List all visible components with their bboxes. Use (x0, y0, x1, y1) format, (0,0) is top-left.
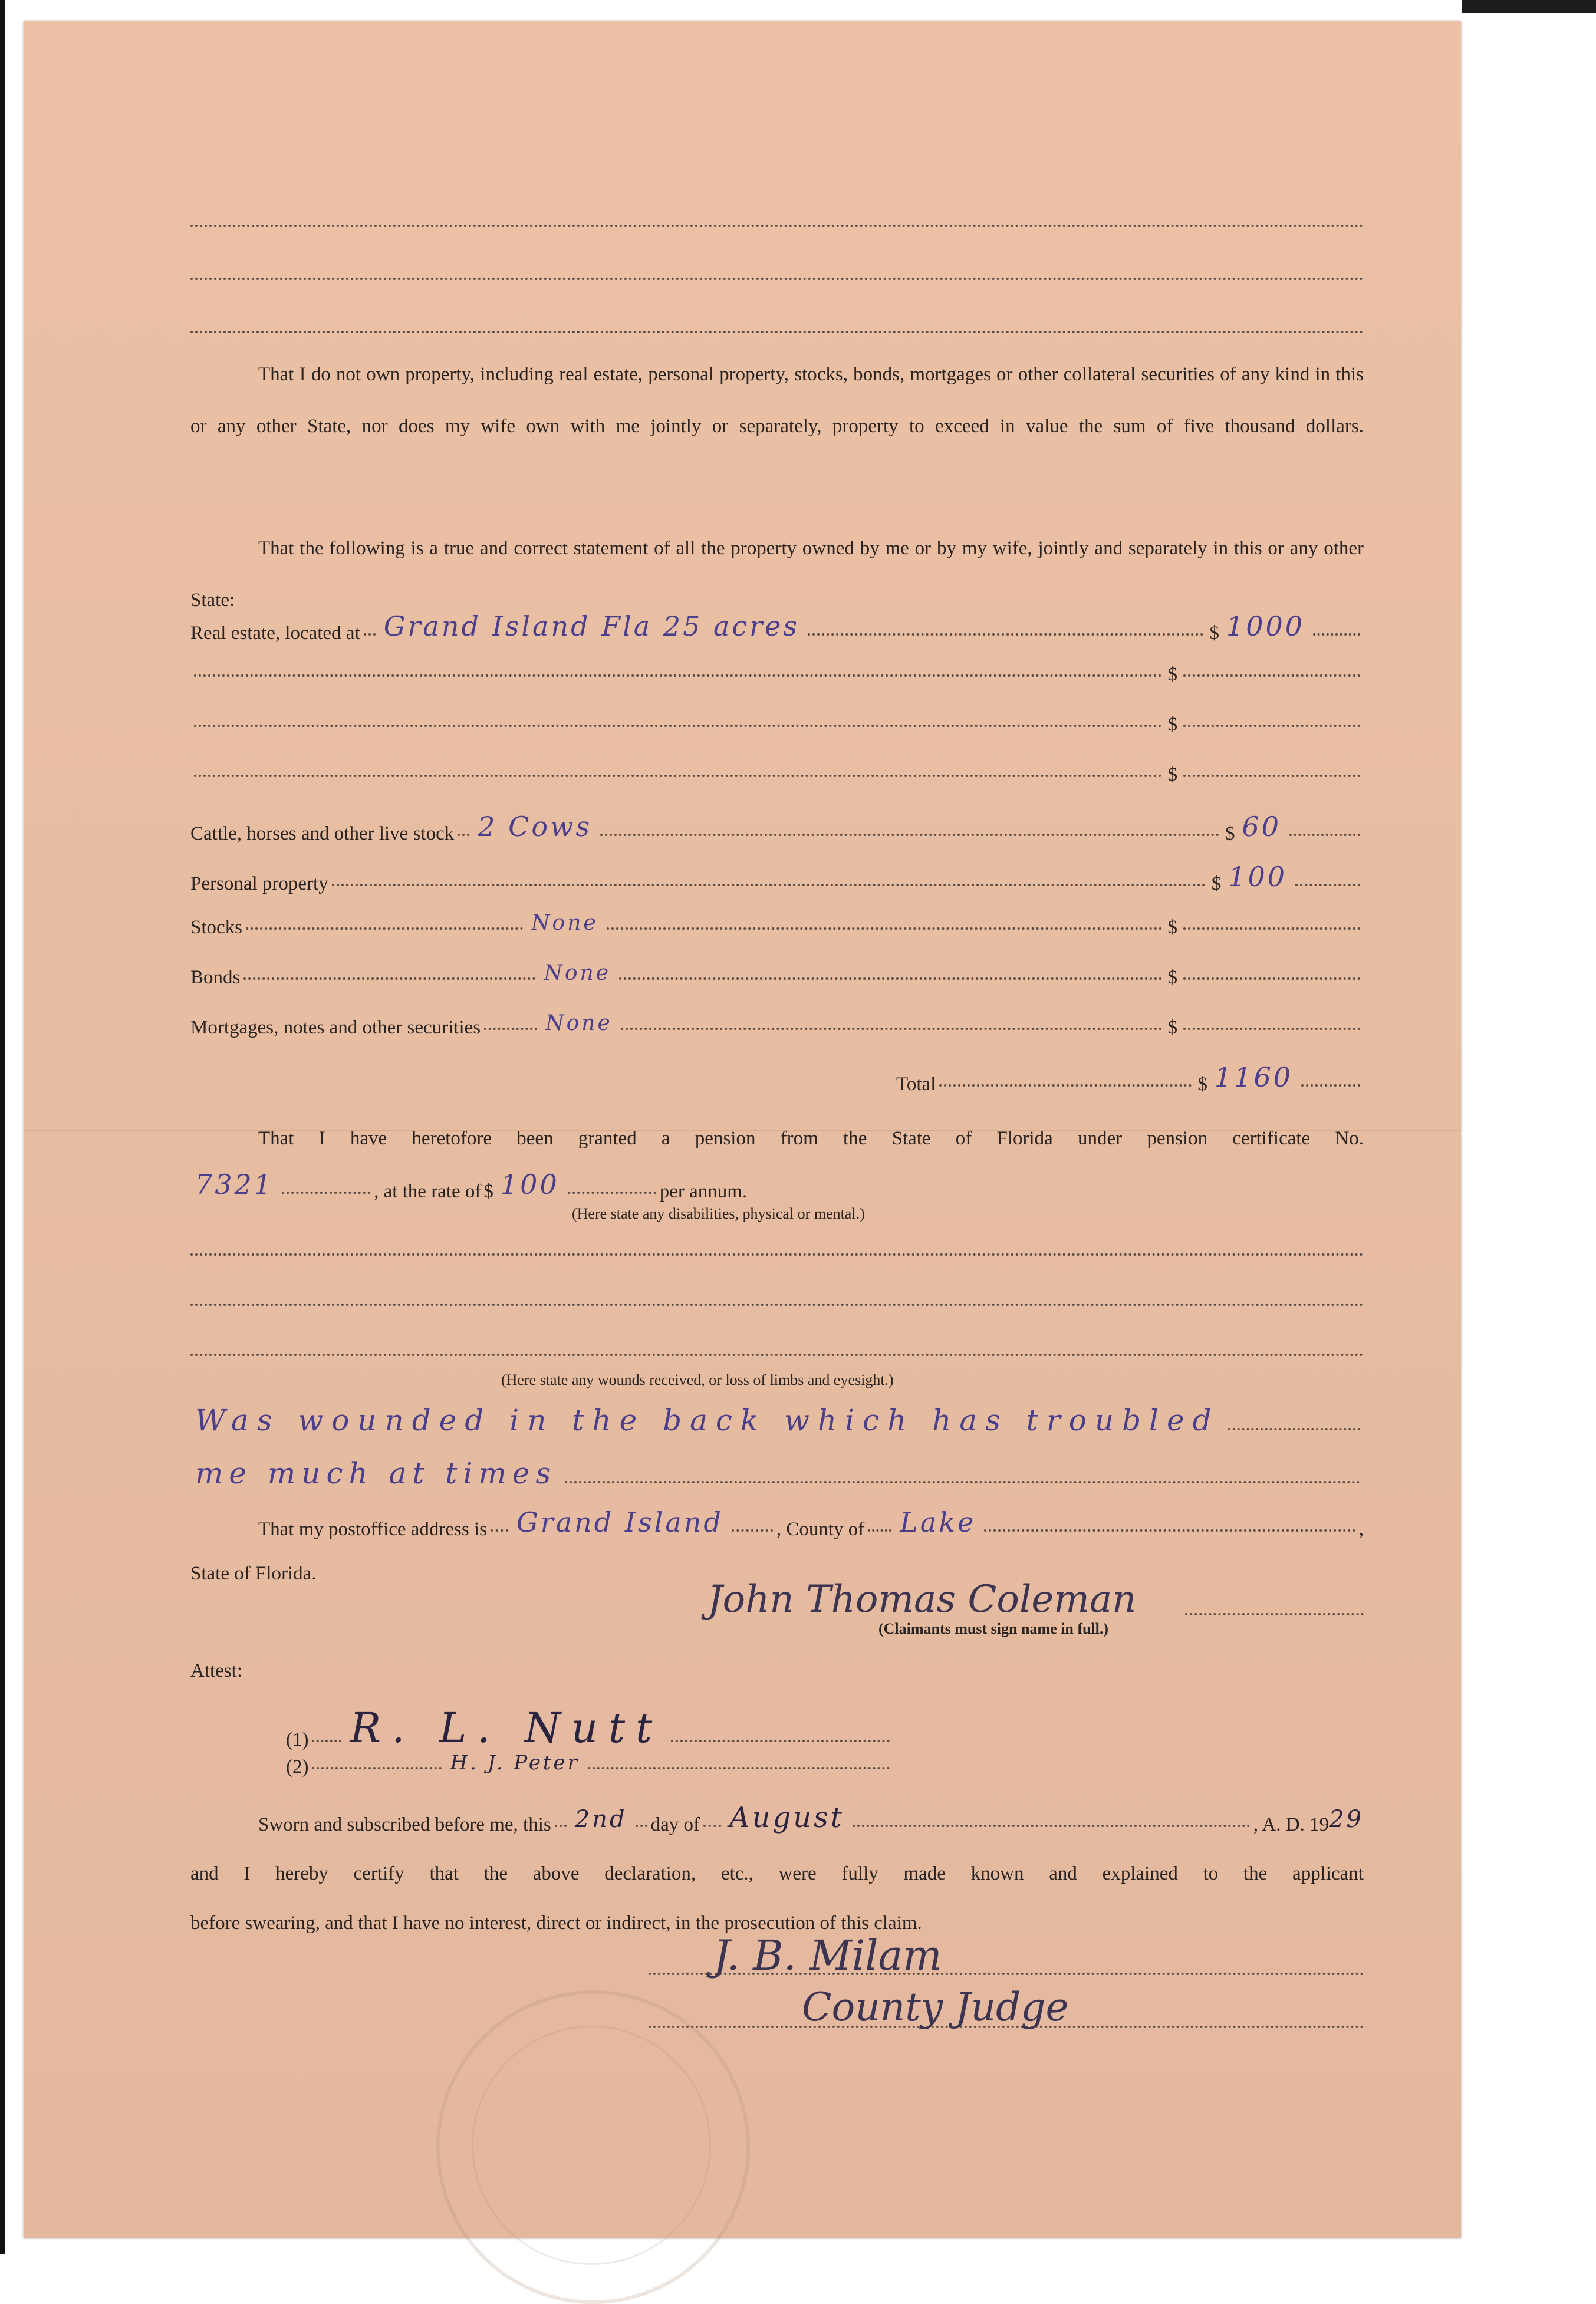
county-value: Lake (900, 1506, 976, 1538)
sworn-month: August (729, 1801, 845, 1834)
sworn-row (258, 1801, 1364, 1838)
wounds-note: (Here state any wounds received, or loss of limbs and eyesight.) (501, 1371, 894, 1388)
postoffice-value: Grand Island (516, 1506, 723, 1538)
notary-seal-inner-ring (472, 2026, 711, 2265)
state-label: State of Florida. (190, 1563, 317, 1584)
personal-property-label: Personal property (190, 873, 328, 894)
stocks-entry: None (531, 911, 598, 935)
witness-2-label: (2) (286, 1756, 309, 1778)
certify-line-1 (190, 1849, 1364, 1898)
sworn-label: Sworn and subscribed before me, this (258, 1814, 551, 1835)
witness-2-signature: H. J. Peter (450, 1751, 580, 1775)
disabilities-line-1 (190, 1253, 1364, 1256)
pension-rate-row: 7321 , at the rate of $ 100 per annum. (190, 1172, 957, 1204)
wounds-text-2: me much at times (195, 1456, 557, 1490)
certify-text-1: and I hereby certify that the above declaration, etc., were fully made known and explained to the applicant (190, 1863, 1364, 1884)
real-estate-label: Real estate, located at (190, 623, 360, 644)
ownership-paragraph (190, 348, 1364, 452)
sworn-day: 2nd (574, 1806, 627, 1833)
disabilities-line-2 (190, 1304, 1364, 1306)
real-estate-value: 1000 (1226, 610, 1305, 642)
witness-1-signature: R. L. Nutt (350, 1704, 663, 1752)
state-row (190, 1563, 317, 1585)
attest-label: Attest: (190, 1660, 242, 1681)
real-estate-row (190, 610, 1364, 646)
county-label: , County of (776, 1519, 865, 1540)
livestock-row: Cattle, horses and other live stock 2 Cows $ 60 (190, 814, 1364, 846)
day-of-label: day of (650, 1814, 700, 1835)
bonds-label: Bonds (190, 967, 241, 988)
claimant-signature-line (1185, 1613, 1364, 1615)
personal-property-row: Personal property $ 100 (190, 864, 1364, 896)
real-estate-extra-2: $ (190, 714, 1364, 736)
certify-text-2: before swearing, and that I have no interest, direct or indirect, in the prosecution of this claim. (190, 1913, 922, 1934)
blank-line-1 (190, 225, 1364, 227)
judge-title: County Judge (802, 1984, 1069, 2030)
claimant-sign-note: (Claimants must sign name in full.) (878, 1620, 1109, 1637)
rate-prefix: , at the rate of (374, 1181, 482, 1202)
certificate-number: 7321 (195, 1169, 274, 1200)
blank-line-3 (190, 331, 1364, 333)
total-value: 1160 (1214, 1061, 1293, 1093)
real-estate-location: Grand Island Fla 25 acres (383, 610, 799, 642)
total-row: Total $ 1160 (896, 1065, 1364, 1097)
livestock-entry: 2 Cows (478, 811, 592, 842)
judge-signature: J. B. Milam (713, 1931, 942, 1980)
claimant-signature: John Thomas Coleman (707, 1578, 1137, 1621)
bonds-entry: None (544, 961, 611, 985)
rate-value: 100 (500, 1169, 560, 1200)
document-page (24, 21, 1461, 2238)
attest-label-row (190, 1660, 242, 1682)
bonds-row: Bonds None $ (190, 965, 1364, 989)
livestock-label: Cattle, horses and other live stock (190, 823, 455, 844)
sworn-year: 29 (1329, 1806, 1364, 1833)
real-estate-extra-1: $ (190, 664, 1364, 686)
statement-text: That the following is a true and correct statement of all the property owned by me or by my wife, jointly and separately in this or any other State: (190, 538, 1364, 611)
dollar-sign: $ (1209, 623, 1219, 644)
witness-2-row (286, 1751, 893, 1778)
personal-property-value: 100 (1228, 861, 1287, 893)
postoffice-label: That my postoffice address is (258, 1519, 487, 1540)
pension-statement: That I have heretofore been granted a pension from the State of Florida under pension certificate No. (258, 1128, 1364, 1149)
mortgages-entry: None (545, 1011, 613, 1035)
mortgages-label: Mortgages, notes and other securities (190, 1017, 481, 1038)
witness-1-label: (1) (286, 1729, 309, 1750)
disabilities-note: (Here state any disabilities, physical or mental.) (572, 1205, 865, 1222)
total-label: Total (896, 1074, 936, 1095)
blank-line-2 (190, 278, 1364, 280)
wounds-line-1 (190, 1403, 1364, 1441)
disabilities-line-3 (190, 1354, 1364, 1356)
ownership-text: That I do not own property, including real estate, personal property, stocks, bonds, mortgages or other collateral securities of any kind in this or any other State, nor does my wife own with me jointly or separately, property to exceed in value the sum of five thousand dollars. (190, 364, 1364, 437)
wounds-line-2 (190, 1456, 1364, 1494)
wounds-text-1: Was wounded in the back which has troubled (195, 1403, 1220, 1437)
scan-border-top (1462, 0, 1596, 13)
ad-label: , A. D. 19 (1253, 1814, 1330, 1835)
pension-paragraph (190, 1124, 1364, 1153)
livestock-value: 60 (1242, 811, 1281, 842)
postoffice-row: That my postoffice address is Grand Island , County of Lake , (258, 1506, 1364, 1540)
stocks-row: Stocks None $ (190, 914, 1364, 939)
witness-1-row (286, 1704, 893, 1756)
real-estate-extra-3: $ (190, 764, 1364, 786)
per-annum-label: per annum. (659, 1181, 748, 1202)
mortgages-row: Mortgages, notes and other securities None $ (190, 1015, 1364, 1039)
scan-border-left (0, 0, 5, 2254)
stocks-label: Stocks (190, 917, 243, 938)
